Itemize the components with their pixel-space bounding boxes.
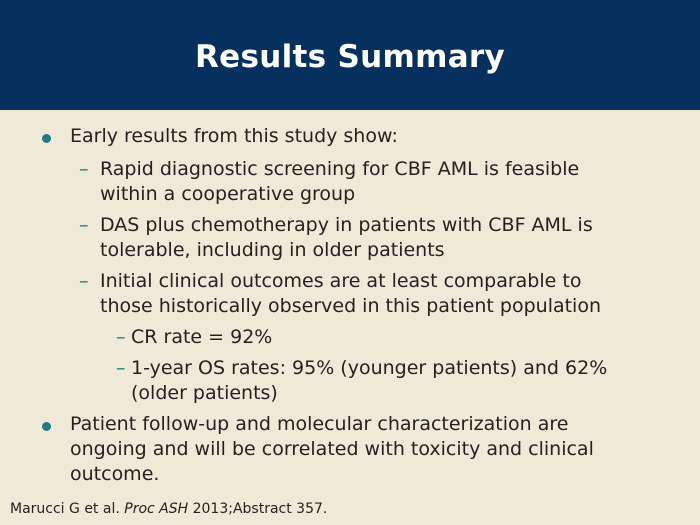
dash-icon: – xyxy=(79,214,89,236)
citation-journal: Proc ASH xyxy=(124,501,189,517)
bullet-1-sub-1 xyxy=(0,157,630,207)
bullet-2 xyxy=(0,412,630,487)
bullet-1-sub-2-text: DAS plus chemotherapy in patients with CBF AML is tolerable, including in older patients xyxy=(100,214,593,261)
bullet-1-sub-3-b-text: 1-year OS rates: 95% (younger patients) and 62% (older patients) xyxy=(131,357,608,404)
bullet-1-sub-3 xyxy=(0,269,630,319)
slide-title: Results Summary xyxy=(194,39,506,75)
citation xyxy=(10,500,327,518)
dash-icon: – xyxy=(116,357,126,379)
bullet-dot-icon xyxy=(42,422,51,431)
citation-rest: 2013;Abstract 357. xyxy=(188,501,328,517)
bullet-2-text: Patient follow-up and molecular characterization are ongoing and will be correlated with toxicity and clinical outcome. xyxy=(70,413,594,485)
bullet-dot-icon xyxy=(42,134,51,143)
bullet-1 xyxy=(0,124,630,149)
bullet-1-sub-3-text: Initial clinical outcomes are at least comparable to those historically observed in this patient population xyxy=(100,270,602,317)
bullet-1-sub-3-b xyxy=(0,356,641,406)
dash-icon: – xyxy=(116,326,126,348)
dash-icon: – xyxy=(79,158,89,180)
slide-content xyxy=(0,124,700,493)
citation-author: Marucci G et al. xyxy=(10,501,125,517)
bullet-1-sub-3-a-text: CR rate = 92% xyxy=(131,326,273,348)
title-bar xyxy=(0,0,700,110)
bullet-1-sub-2 xyxy=(0,213,630,263)
bullet-1-sub-1-text: Rapid diagnostic screening for CBF AML is feasible within a cooperative group xyxy=(100,158,580,205)
bullet-1-sub-3-a xyxy=(0,325,641,350)
dash-icon: – xyxy=(79,270,89,292)
bullet-1-text: Early results from this study show: xyxy=(70,125,398,147)
